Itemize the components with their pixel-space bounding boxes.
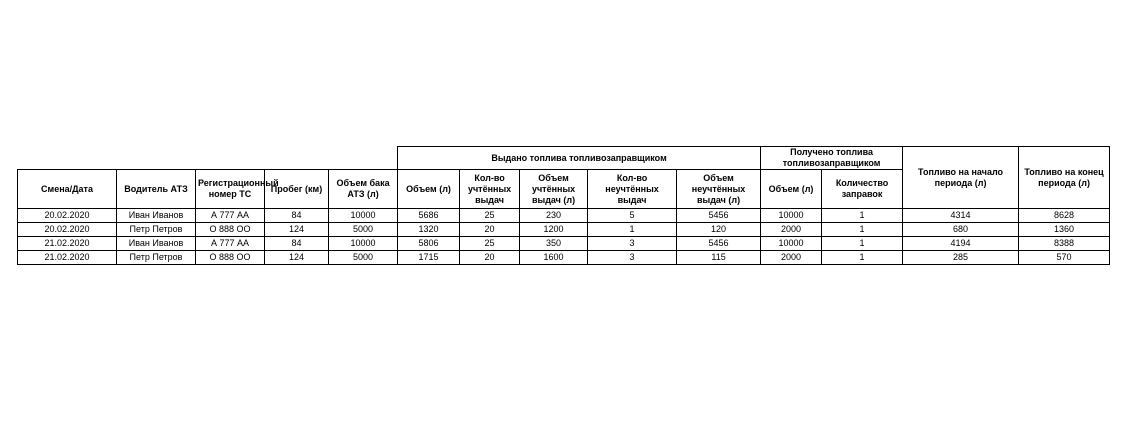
cell-fuel-end: 570 bbox=[1019, 251, 1110, 265]
cell-shift-date: 21.02.2020 bbox=[18, 237, 117, 251]
column-header-shift-date: Смена/Дата bbox=[18, 170, 117, 209]
cell-refuel-count: 1 bbox=[822, 209, 903, 223]
received-fuel-group-header: Получено топлива топливозаправщиком bbox=[761, 147, 903, 170]
blank-header-cell bbox=[18, 147, 398, 170]
cell-counted-volume: 350 bbox=[520, 237, 588, 251]
table-row bbox=[18, 237, 1110, 251]
cell-shift-date: 21.02.2020 bbox=[18, 251, 117, 265]
table-row bbox=[18, 209, 1110, 223]
column-header-reg-number: Регистрационный номер ТС bbox=[196, 170, 265, 209]
table-row bbox=[18, 223, 1110, 237]
cell-received-volume: 2000 bbox=[761, 223, 822, 237]
column-header-issued-volume: Объем (л) bbox=[398, 170, 460, 209]
cell-counted-volume: 1200 bbox=[520, 223, 588, 237]
cell-uncounted-issues: 5 bbox=[588, 209, 677, 223]
column-header-mileage: Пробег (км) bbox=[265, 170, 329, 209]
cell-driver: Иван Иванов bbox=[117, 237, 196, 251]
cell-tank-volume: 10000 bbox=[329, 237, 398, 251]
cell-fuel-end: 8388 bbox=[1019, 237, 1110, 251]
column-header-uncounted-issues: Кол-во неучтённых выдач bbox=[588, 170, 677, 209]
cell-driver: Петр Петров bbox=[117, 251, 196, 265]
cell-issued-volume: 5806 bbox=[398, 237, 460, 251]
cell-shift-date: 20.02.2020 bbox=[18, 209, 117, 223]
cell-counted-issues: 20 bbox=[460, 251, 520, 265]
cell-tank-volume: 10000 bbox=[329, 209, 398, 223]
cell-uncounted-issues: 3 bbox=[588, 251, 677, 265]
fuel-start-header: Топливо на начало периода (л) bbox=[903, 147, 1019, 209]
cell-refuel-count: 1 bbox=[822, 237, 903, 251]
cell-fuel-start: 4194 bbox=[903, 237, 1019, 251]
cell-reg-number: О 888 ОО bbox=[196, 223, 265, 237]
cell-mileage: 84 bbox=[265, 237, 329, 251]
column-header-received-volume: Объем (л) bbox=[761, 170, 822, 209]
cell-issued-volume: 1715 bbox=[398, 251, 460, 265]
column-header-refuel-count: Количество заправок bbox=[822, 170, 903, 209]
cell-uncounted-issues: 3 bbox=[588, 237, 677, 251]
cell-refuel-count: 1 bbox=[822, 223, 903, 237]
cell-shift-date: 20.02.2020 bbox=[18, 223, 117, 237]
cell-reg-number: А 777 АА bbox=[196, 209, 265, 223]
cell-tank-volume: 5000 bbox=[329, 223, 398, 237]
cell-fuel-start: 285 bbox=[903, 251, 1019, 265]
cell-driver: Иван Иванов bbox=[117, 209, 196, 223]
cell-counted-volume: 230 bbox=[520, 209, 588, 223]
cell-fuel-end: 8628 bbox=[1019, 209, 1110, 223]
cell-counted-issues: 25 bbox=[460, 237, 520, 251]
cell-driver: Петр Петров bbox=[117, 223, 196, 237]
column-header-tank-volume: Объем бака АТЗ (л) bbox=[329, 170, 398, 209]
column-header-uncounted-volume: Объем неучтённых выдач (л) bbox=[677, 170, 761, 209]
column-header-counted-volume: Объем учтённых выдач (л) bbox=[520, 170, 588, 209]
cell-uncounted-volume: 5456 bbox=[677, 209, 761, 223]
fuel-end-header: Топливо на конец периода (л) bbox=[1019, 147, 1110, 209]
issued-fuel-group-header: Выдано топлива топливозаправщиком bbox=[398, 147, 761, 170]
cell-refuel-count: 1 bbox=[822, 251, 903, 265]
cell-issued-volume: 5686 bbox=[398, 209, 460, 223]
cell-received-volume: 2000 bbox=[761, 251, 822, 265]
cell-fuel-start: 4314 bbox=[903, 209, 1019, 223]
cell-uncounted-volume: 5456 bbox=[677, 237, 761, 251]
cell-issued-volume: 1320 bbox=[398, 223, 460, 237]
group-header-row bbox=[18, 147, 1110, 170]
cell-mileage: 124 bbox=[265, 223, 329, 237]
cell-counted-volume: 1600 bbox=[520, 251, 588, 265]
cell-reg-number: А 777 АА bbox=[196, 237, 265, 251]
cell-counted-issues: 25 bbox=[460, 209, 520, 223]
cell-counted-issues: 20 bbox=[460, 223, 520, 237]
cell-uncounted-volume: 120 bbox=[677, 223, 761, 237]
column-header-counted-issues: Кол-во учтённых выдач bbox=[460, 170, 520, 209]
cell-uncounted-volume: 115 bbox=[677, 251, 761, 265]
column-header-driver: Водитель АТЗ bbox=[117, 170, 196, 209]
cell-received-volume: 10000 bbox=[761, 237, 822, 251]
cell-mileage: 124 bbox=[265, 251, 329, 265]
cell-uncounted-issues: 1 bbox=[588, 223, 677, 237]
cell-fuel-start: 680 bbox=[903, 223, 1019, 237]
table-row bbox=[18, 251, 1110, 265]
cell-mileage: 84 bbox=[265, 209, 329, 223]
cell-tank-volume: 5000 bbox=[329, 251, 398, 265]
cell-received-volume: 10000 bbox=[761, 209, 822, 223]
cell-reg-number: О 888 ОО bbox=[196, 251, 265, 265]
fuel-report-table bbox=[17, 146, 1110, 265]
cell-fuel-end: 1360 bbox=[1019, 223, 1110, 237]
